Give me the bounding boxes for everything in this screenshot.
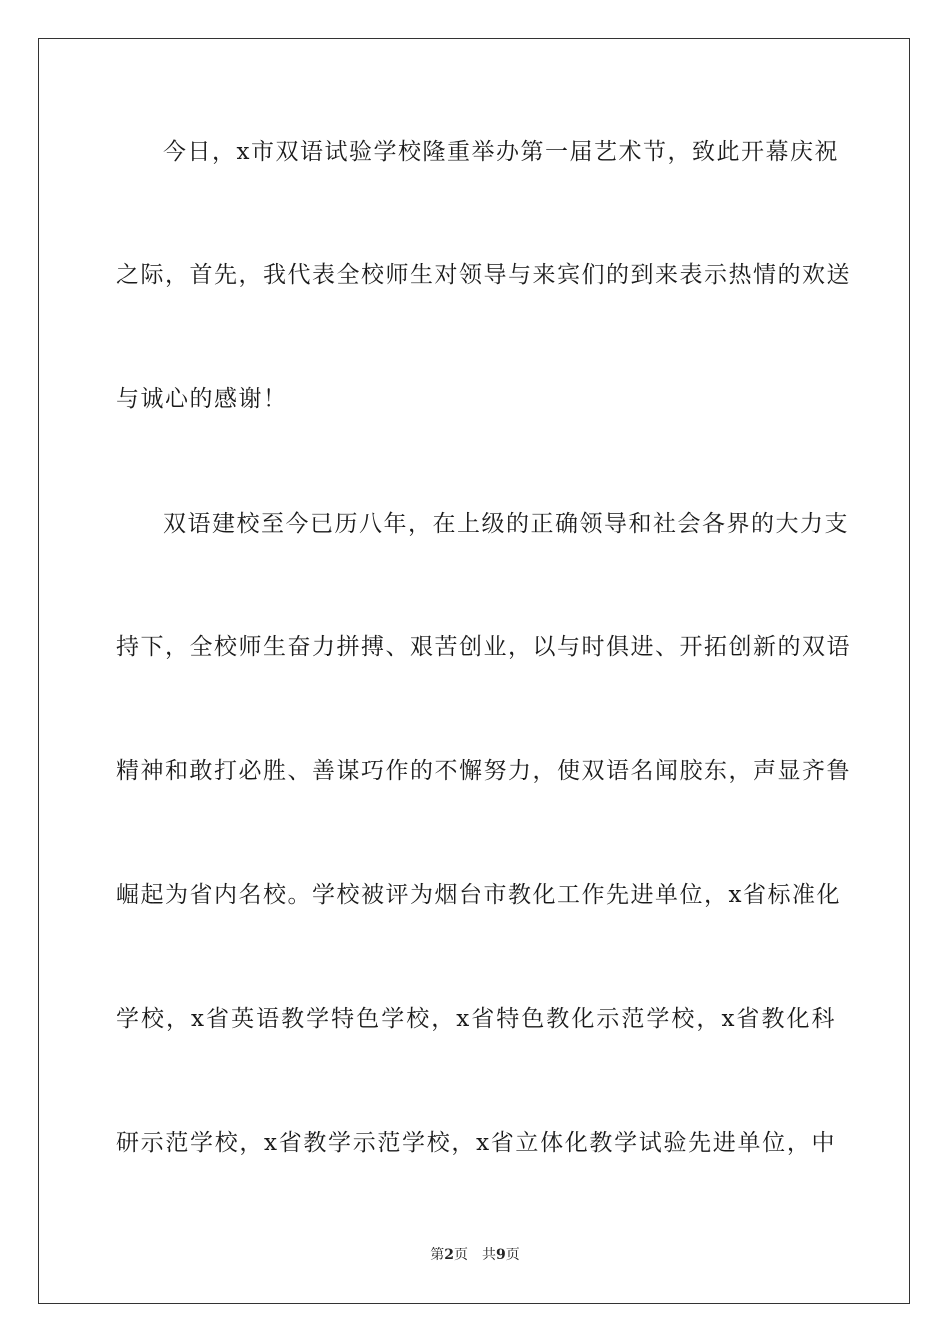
current-page-number: 2 [444,1247,454,1263]
total-suffix: 页 [505,1247,520,1263]
paragraph-2-line-6: 研示范学校，x省教学示范学校，x省立体化教学试验先进单位，中 [116,1130,836,1156]
total-prefix: 共 [482,1247,496,1263]
page-border [38,38,910,1304]
page-prefix: 第 [430,1247,445,1263]
paragraph-2-line-1: 双语建校至今已历八年，在上级的正确领导和社会各界的大力支 [163,511,849,537]
paragraph-2-line-4: 崛起为省内名校。学校被评为烟台市教化工作先进单位，x省标准化 [116,882,841,908]
paragraph-1-line-2: 之际，首先，我代表全校师生对领导与来宾们的到来表示热情的欢送 [116,262,851,288]
total-pages-number: 9 [496,1247,506,1263]
page-footer [0,1246,950,1264]
paragraph-1-line-3: 与诚心的感谢！ [116,386,288,412]
paragraph-2-line-5: 学校，x省英语教学特色学校，x省特色教化示范学校，x省教化科 [116,1006,836,1032]
page-suffix: 页 [454,1247,468,1263]
paragraph-2-line-2: 持下，全校师生奋力拼搏、艰苦创业，以与时俱进、开拓创新的双语 [116,634,851,660]
paragraph-1-line-1: 今日，x市双语试验学校隆重举办第一届艺术节，致此开幕庆祝 [163,139,839,165]
paragraph-2-line-3: 精神和敢打必胜、善谋巧作的不懈努力，使双语名闻胶东，声显齐鲁 [116,758,851,784]
